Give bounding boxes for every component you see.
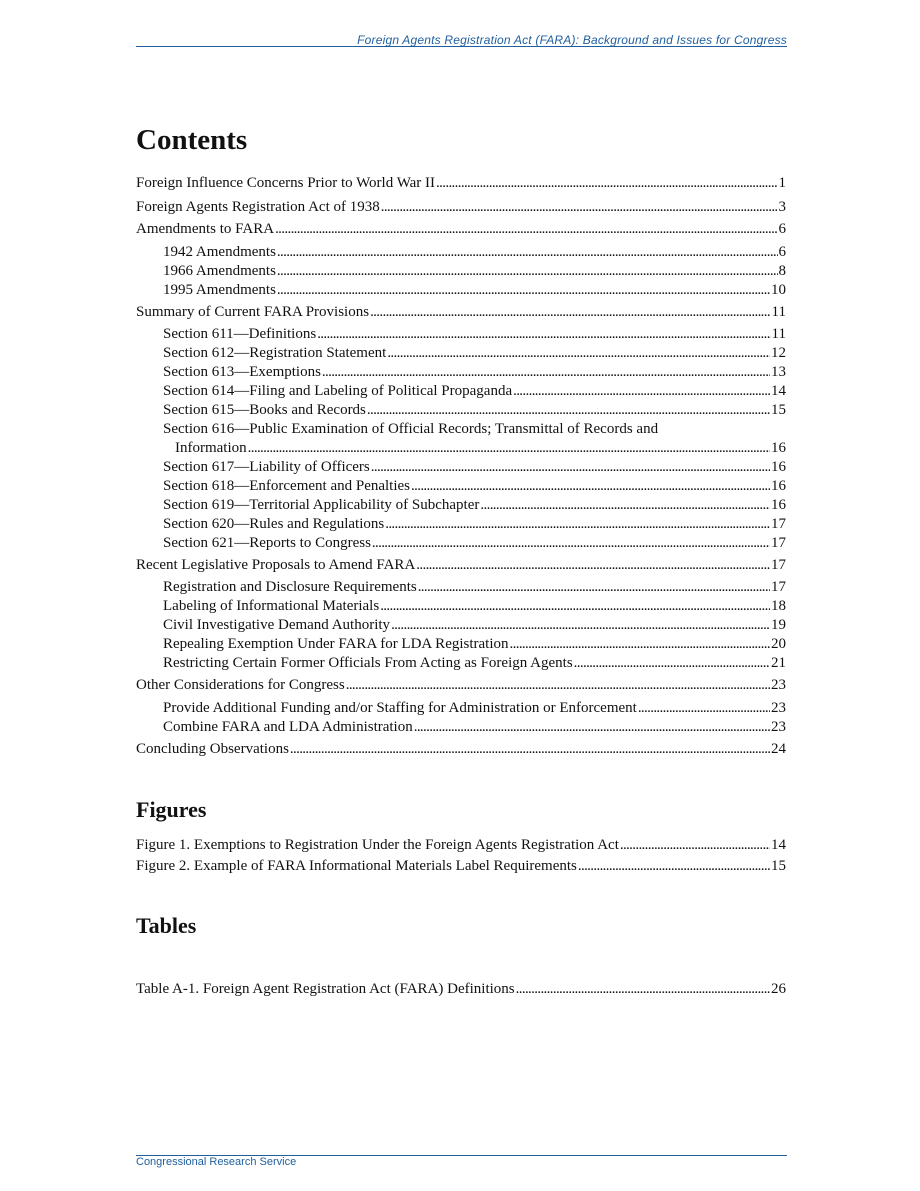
toc-page-number: 15: [771, 402, 786, 418]
toc-page-number: 14: [771, 383, 786, 399]
toc-page-number: 6: [778, 244, 786, 260]
dot-leader: [371, 457, 770, 477]
toc-entry-text: Information: [175, 440, 247, 456]
toc-entry-text: Section 612—Registration Statement: [163, 345, 387, 361]
toc-page-number: 3: [778, 199, 786, 215]
dot-leader: [387, 343, 770, 363]
toc-subentry[interactable]: [163, 362, 786, 382]
dot-leader: [574, 653, 770, 673]
toc-entry-text: 1966 Amendments: [163, 263, 276, 279]
dot-leader: [416, 555, 770, 575]
toc-entry-text: Foreign Influence Concerns Prior to World War II: [136, 175, 436, 191]
toc-entry[interactable]: [136, 302, 786, 322]
toc-entry-text: Section 614—Filing and Labeling of Political Propaganda: [163, 383, 513, 399]
tables-title: Tables: [136, 913, 197, 938]
toc-entry-text: Section 620—Rules and Regulations: [163, 516, 385, 532]
dot-leader: [370, 302, 770, 322]
toc-subentry[interactable]: [163, 280, 786, 300]
toc-entry-text: Registration and Disclosure Requirements: [163, 579, 417, 595]
toc-subentry[interactable]: [163, 381, 786, 401]
dot-leader: [380, 596, 770, 616]
header-rule: [136, 46, 787, 47]
toc-subentry[interactable]: [163, 596, 786, 616]
dot-leader: [414, 717, 770, 737]
dot-leader: [620, 835, 770, 855]
toc-page-number: 15: [771, 858, 786, 874]
contents-title: Contents: [136, 124, 248, 156]
toc-subentry[interactable]: [163, 698, 786, 718]
toc-entry-text: Recent Legislative Proposals to Amend FARA: [136, 557, 416, 573]
toc-subentry-continuation[interactable]: [163, 438, 786, 458]
toc-page-number: 19: [771, 617, 786, 633]
dot-leader: [436, 173, 777, 193]
dot-leader: [317, 324, 770, 344]
toc-page-number: 6: [778, 221, 786, 237]
dot-leader: [277, 280, 770, 300]
dot-leader: [411, 476, 770, 496]
toc-page-number: 17: [771, 516, 786, 532]
running-header: Foreign Agents Registration Act (FARA): Background and Issues for Congress: [357, 33, 787, 47]
toc-page-number: 13: [771, 364, 786, 380]
dot-leader: [277, 261, 778, 281]
dot-leader: [391, 615, 770, 635]
toc-subentry[interactable]: [163, 514, 786, 534]
toc-page-number: 12: [771, 345, 786, 361]
toc-subentry[interactable]: [163, 261, 786, 281]
toc-subentry[interactable]: [163, 242, 786, 262]
toc-page-number: 8: [778, 263, 786, 279]
toc-entry-text: Civil Investigative Demand Authority: [163, 617, 391, 633]
toc-page-number: 16: [771, 459, 786, 475]
toc-page-number: 17: [771, 557, 786, 573]
toc-entry-text: Figure 1. Exemptions to Registration Under the Foreign Agents Registration Act: [136, 837, 619, 853]
dot-leader: [381, 197, 778, 217]
dot-leader: [578, 856, 770, 876]
toc-page-number: 23: [771, 719, 786, 735]
toc-entry[interactable]: [136, 675, 786, 695]
toc-entry-text: Amendments to FARA: [136, 221, 275, 237]
toc-entry-text: Repealing Exemption Under FARA for LDA Registration: [163, 636, 509, 652]
dot-leader: [510, 634, 770, 654]
toc-page-number: 17: [771, 579, 786, 595]
toc-entry[interactable]: [136, 739, 786, 759]
dot-leader: [346, 675, 770, 695]
toc-subentry[interactable]: [163, 400, 786, 420]
toc-entry-text: Section 617—Liability of Officers: [163, 459, 370, 475]
dot-leader: [418, 577, 770, 597]
toc-entry-text: Combine FARA and LDA Administration: [163, 719, 413, 735]
toc-page-number: 24: [771, 741, 786, 757]
toc-page-number: 20: [771, 636, 786, 652]
toc-entry-text: 1995 Amendments: [163, 282, 276, 298]
running-footer: Congressional Research Service: [136, 1156, 297, 1168]
dot-leader: [516, 979, 770, 999]
toc-entry-text: Section 618—Enforcement and Penalties: [163, 478, 411, 494]
toc-entry-text: Section 611—Definitions: [163, 326, 317, 342]
toc-entry-text: Figure 2. Example of FARA Informational Materials Label Requirements: [136, 858, 577, 874]
toc-page-number: 23: [771, 700, 786, 716]
figures-title: Figures: [136, 797, 207, 822]
toc-page-number: 21: [771, 655, 786, 671]
toc-subentry[interactable]: [163, 343, 786, 363]
toc-page-number: 26: [771, 981, 786, 997]
toc-entry-text: Section 619—Territorial Applicability of Subchapter: [163, 497, 480, 513]
toc-page-number: 16: [771, 478, 786, 494]
dot-leader: [290, 739, 770, 759]
dot-leader: [367, 400, 770, 420]
toc-entry-text: Other Considerations for Congress: [136, 677, 345, 693]
toc-entry[interactable]: [136, 173, 786, 193]
toc-page-number: 1: [778, 175, 786, 191]
toc-entry-text: 1942 Amendments: [163, 244, 276, 260]
toc-entry-text: Table A-1. Foreign Agent Registration Act (FARA) Definitions: [136, 981, 515, 997]
toc-entry-text: Labeling of Informational Materials: [163, 598, 380, 614]
toc-page-number: 16: [771, 440, 786, 456]
toc-entry-text: Concluding Observations: [136, 741, 289, 757]
toc-subentry[interactable]: [163, 653, 786, 673]
toc-subentry[interactable]: [163, 717, 786, 737]
toc-page-number: 17: [771, 535, 786, 551]
toc-entry-text: Section 621—Reports to Congress: [163, 535, 371, 551]
toc-entry-text: Summary of Current FARA Provisions: [136, 304, 370, 320]
dot-leader: [372, 533, 770, 553]
dot-leader: [385, 514, 770, 534]
toc-page-number: 10: [771, 282, 786, 298]
toc-subentry[interactable]: [163, 533, 786, 553]
figure-entry[interactable]: [136, 835, 786, 855]
toc-entry-text: Section 615—Books and Records: [163, 402, 366, 418]
toc-page-number: 14: [771, 837, 786, 853]
toc-subentry[interactable]: [163, 634, 786, 654]
toc-entry-text: Foreign Agents Registration Act of 1938: [136, 199, 380, 215]
figure-entry[interactable]: [136, 856, 786, 876]
dot-leader: [480, 495, 770, 515]
toc-subentry[interactable]: [163, 495, 786, 515]
toc-page-number: 11: [771, 304, 786, 320]
dot-leader: [275, 219, 777, 239]
table-entry[interactable]: [136, 979, 786, 999]
toc-page-number: 18: [771, 598, 786, 614]
toc-entry[interactable]: [136, 197, 786, 217]
toc-entry-text: Restricting Certain Former Officials From Acting as Foreign Agents: [163, 655, 573, 671]
dot-leader: [513, 381, 770, 401]
toc-entry[interactable]: [136, 555, 786, 575]
toc-entry-text: Provide Additional Funding and/or Staffing for Administration or Enforcement: [163, 700, 637, 716]
toc-page-number: 23: [771, 677, 786, 693]
dot-leader: [322, 362, 770, 382]
toc-entry-text: Section 613—Exemptions: [163, 364, 321, 380]
toc-entry[interactable]: [136, 219, 786, 239]
dot-leader: [277, 242, 778, 262]
toc-page-number: 11: [771, 326, 786, 342]
toc-subentry[interactable]: [163, 457, 786, 477]
toc-subentry[interactable]: [163, 324, 786, 344]
toc-subentry[interactable]: [163, 476, 786, 496]
dot-leader: [638, 698, 770, 718]
toc-subentry[interactable]: [163, 615, 786, 635]
toc-page-number: 16: [771, 497, 786, 513]
toc-subentry[interactable]: [163, 577, 786, 597]
toc-subentry-first-line[interactable]: Section 616—Public Examination of Official Records; Transmittal of Records and: [163, 421, 659, 437]
dot-leader: [248, 438, 770, 458]
